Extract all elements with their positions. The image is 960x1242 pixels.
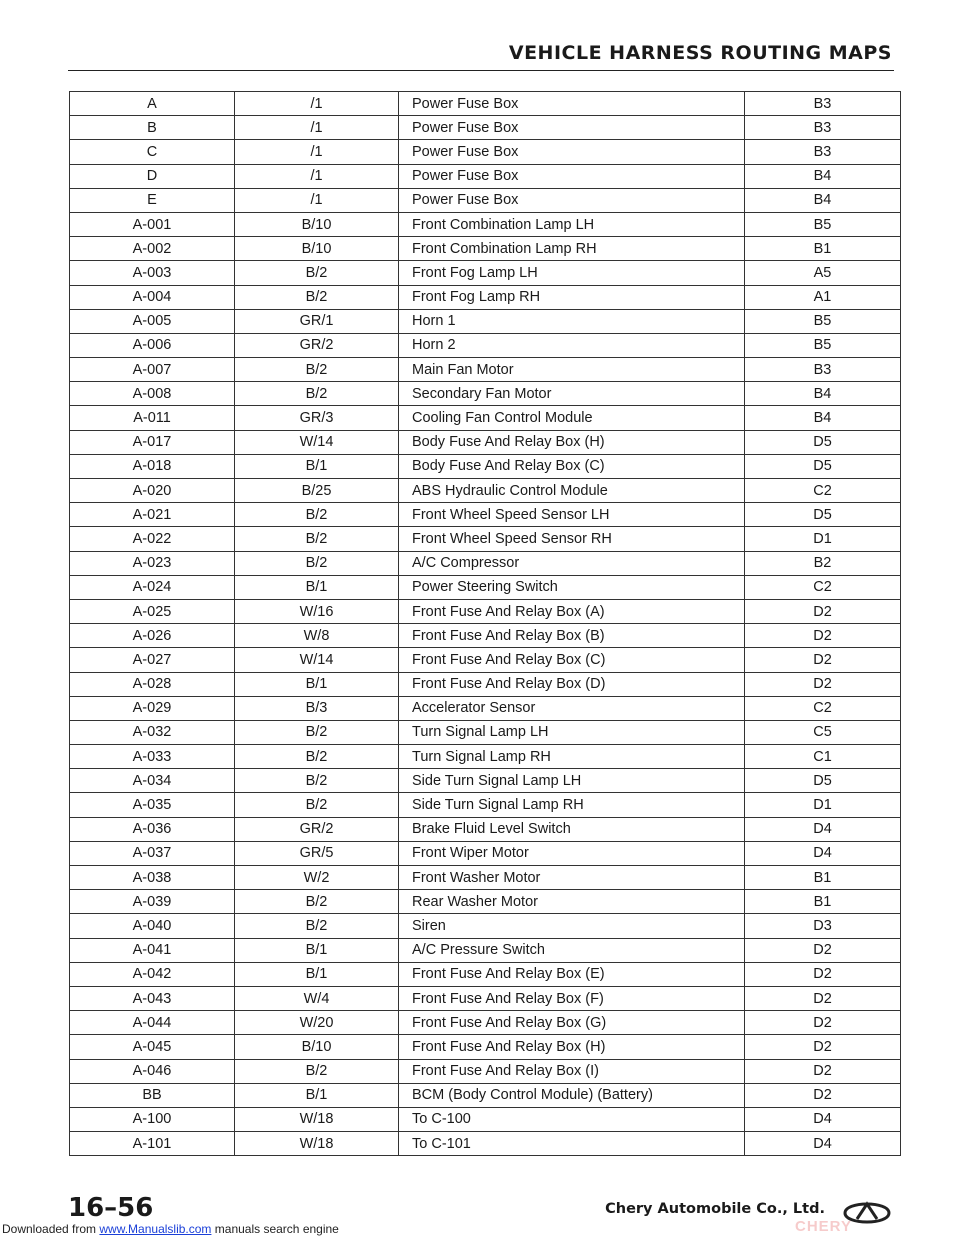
connector-code-cell: A-032 [70,720,235,744]
connector-code-cell: A-035 [70,793,235,817]
wire-spec-cell: B/10 [235,1035,399,1059]
component-name-cell: Cooling Fan Control Module [399,406,745,430]
wire-spec-cell: B/3 [235,696,399,720]
component-name-cell: Power Fuse Box [399,116,745,140]
grid-location-cell: D2 [745,938,901,962]
grid-location-cell: B1 [745,890,901,914]
connector-code-cell: A-039 [70,890,235,914]
component-name-cell: BCM (Body Control Module) (Battery) [399,1083,745,1107]
connector-code-cell: A-045 [70,1035,235,1059]
component-name-cell: Front Fuse And Relay Box (A) [399,599,745,623]
component-name-cell: Power Fuse Box [399,188,745,212]
grid-location-cell: D2 [745,1059,901,1083]
grid-location-cell: D2 [745,599,901,623]
connector-code-cell: A-020 [70,479,235,503]
wire-spec-cell: B/2 [235,261,399,285]
component-name-cell: Horn 2 [399,333,745,357]
grid-location-cell: B3 [745,140,901,164]
grid-location-cell: B4 [745,164,901,188]
wire-spec-cell: W/18 [235,1107,399,1131]
table-row [70,890,901,914]
grid-location-cell: D4 [745,1107,901,1131]
page-title: VEHICLE HARNESS ROUTING MAPS [508,42,892,64]
grid-location-cell: B2 [745,551,901,575]
connector-code-cell: A-001 [70,212,235,236]
grid-location-cell: B3 [745,358,901,382]
wire-spec-cell: /1 [235,164,399,188]
component-name-cell: Body Fuse And Relay Box (H) [399,430,745,454]
table-row [70,237,901,261]
table-row [70,261,901,285]
connector-code-cell: A-017 [70,430,235,454]
wire-spec-cell: B/2 [235,285,399,309]
table-row [70,720,901,744]
page-number: 16–56 [68,1193,154,1223]
wire-spec-cell: B/2 [235,745,399,769]
connector-code-cell: A-028 [70,672,235,696]
connector-code-cell: A-042 [70,962,235,986]
connector-code-cell: A-037 [70,841,235,865]
component-name-cell: Front Fog Lamp LH [399,261,745,285]
connector-code-cell: A-041 [70,938,235,962]
grid-location-cell: D5 [745,769,901,793]
connector-code-cell: BB [70,1083,235,1107]
component-name-cell: A/C Compressor [399,551,745,575]
connector-code-cell: A-044 [70,1011,235,1035]
connector-code-cell: A-004 [70,285,235,309]
connector-code-cell: A-038 [70,866,235,890]
wire-spec-cell: GR/3 [235,406,399,430]
grid-location-cell: D2 [745,648,901,672]
wire-spec-cell: W/16 [235,599,399,623]
grid-location-cell: D4 [745,841,901,865]
table-row [70,986,901,1010]
grid-location-cell: D4 [745,817,901,841]
component-name-cell: Secondary Fan Motor [399,382,745,406]
wire-spec-cell: /1 [235,92,399,116]
connector-code-cell: A-023 [70,551,235,575]
component-name-cell: Front Fuse And Relay Box (H) [399,1035,745,1059]
connector-code-cell: A-021 [70,503,235,527]
component-name-cell: Body Fuse And Relay Box (C) [399,454,745,478]
table-row [70,769,901,793]
wire-spec-cell: W/14 [235,648,399,672]
grid-location-cell: B4 [745,188,901,212]
table-row [70,140,901,164]
wire-spec-cell: B/2 [235,720,399,744]
component-name-cell: ABS Hydraulic Control Module [399,479,745,503]
component-name-cell: To C-100 [399,1107,745,1131]
table-row [70,164,901,188]
wire-spec-cell: B/2 [235,358,399,382]
connector-code-cell: A-011 [70,406,235,430]
table-row [70,551,901,575]
component-name-cell: To C-101 [399,1132,745,1156]
table-row [70,406,901,430]
connector-code-cell: A-036 [70,817,235,841]
component-name-cell: Siren [399,914,745,938]
connector-code-cell: A-029 [70,696,235,720]
table-row [70,575,901,599]
wire-spec-cell: B/1 [235,938,399,962]
connector-code-cell: A-006 [70,333,235,357]
table-row [70,1035,901,1059]
connector-code-cell: A-002 [70,237,235,261]
component-name-cell: Accelerator Sensor [399,696,745,720]
connector-code-cell: A-034 [70,769,235,793]
wire-spec-cell: B/2 [235,769,399,793]
connector-code-cell: A-018 [70,454,235,478]
wire-spec-cell: /1 [235,188,399,212]
connector-code-cell: A-101 [70,1132,235,1156]
grid-location-cell: D2 [745,1083,901,1107]
grid-location-cell: B1 [745,866,901,890]
table-row [70,430,901,454]
component-name-cell: Turn Signal Lamp RH [399,745,745,769]
wire-spec-cell: B/2 [235,503,399,527]
component-name-cell: Brake Fluid Level Switch [399,817,745,841]
wire-spec-cell: B/2 [235,382,399,406]
component-name-cell: Power Fuse Box [399,164,745,188]
manualslib-link[interactable]: www.Manualslib.com [99,1222,212,1236]
component-name-cell: Front Fuse And Relay Box (G) [399,1011,745,1035]
table-row [70,745,901,769]
connector-code-cell: A-026 [70,624,235,648]
wire-spec-cell: W/18 [235,1132,399,1156]
grid-location-cell: D2 [745,986,901,1010]
wire-spec-cell: B/1 [235,454,399,478]
connector-code-cell: A-024 [70,575,235,599]
grid-location-cell: B5 [745,333,901,357]
download-suffix: manuals search engine [211,1222,339,1236]
component-name-cell: Front Wheel Speed Sensor RH [399,527,745,551]
table-row [70,672,901,696]
component-name-cell: Power Fuse Box [399,92,745,116]
grid-location-cell: D1 [745,527,901,551]
wire-spec-cell: W/8 [235,624,399,648]
component-name-cell: Main Fan Motor [399,358,745,382]
table-row [70,116,901,140]
component-name-cell: Front Fuse And Relay Box (E) [399,962,745,986]
component-name-cell: Side Turn Signal Lamp RH [399,793,745,817]
grid-location-cell: B3 [745,116,901,140]
wire-spec-cell: W/2 [235,866,399,890]
connector-code-cell: A-022 [70,527,235,551]
connector-code-cell: A-008 [70,382,235,406]
header-divider [68,70,894,71]
component-name-cell: Horn 1 [399,309,745,333]
table-row [70,624,901,648]
wire-spec-cell: /1 [235,116,399,140]
download-prefix: Downloaded from [2,1222,100,1236]
component-name-cell: Rear Washer Motor [399,890,745,914]
table-row [70,92,901,116]
table-row [70,1011,901,1035]
wire-spec-cell: W/4 [235,986,399,1010]
table-row [70,1083,901,1107]
component-name-cell: Front Combination Lamp LH [399,212,745,236]
grid-location-cell: B5 [745,309,901,333]
connector-code-cell: A-005 [70,309,235,333]
grid-location-cell: A1 [745,285,901,309]
grid-location-cell: D2 [745,1011,901,1035]
wire-spec-cell: GR/1 [235,309,399,333]
grid-location-cell: C5 [745,720,901,744]
grid-location-cell: D5 [745,454,901,478]
connector-code-cell: A-027 [70,648,235,672]
connector-code-cell: A-040 [70,914,235,938]
table-row [70,914,901,938]
watermark: CHERY [795,1218,852,1235]
grid-location-cell: D1 [745,793,901,817]
component-name-cell: Front Fuse And Relay Box (I) [399,1059,745,1083]
component-name-cell: Front Wiper Motor [399,841,745,865]
grid-location-cell: B3 [745,92,901,116]
table-row [70,454,901,478]
table-row [70,333,901,357]
connector-code-cell: E [70,188,235,212]
component-name-cell: Power Steering Switch [399,575,745,599]
table-row [70,503,901,527]
grid-location-cell: D5 [745,430,901,454]
table-row [70,188,901,212]
table-row [70,793,901,817]
connector-code-cell: A-033 [70,745,235,769]
grid-location-cell: C2 [745,696,901,720]
connector-code-cell: A-046 [70,1059,235,1083]
wire-spec-cell: B/2 [235,914,399,938]
wire-spec-cell: GR/2 [235,333,399,357]
component-name-cell: Power Fuse Box [399,140,745,164]
wire-spec-cell: B/1 [235,1083,399,1107]
grid-location-cell: B5 [745,212,901,236]
component-name-cell: Front Washer Motor [399,866,745,890]
wire-spec-cell: GR/2 [235,817,399,841]
grid-location-cell: D4 [745,1132,901,1156]
connector-code-cell: A [70,92,235,116]
grid-location-cell: D3 [745,914,901,938]
grid-location-cell: D2 [745,1035,901,1059]
download-footer [2,1222,339,1236]
table-row [70,527,901,551]
connector-code-cell: A-043 [70,986,235,1010]
table-row [70,1107,901,1131]
grid-location-cell: B1 [745,237,901,261]
connector-code-cell: B [70,116,235,140]
connector-table-body [70,92,901,1156]
table-row [70,696,901,720]
component-name-cell: Front Fuse And Relay Box (B) [399,624,745,648]
component-name-cell: Front Fuse And Relay Box (C) [399,648,745,672]
component-name-cell: Turn Signal Lamp LH [399,720,745,744]
grid-location-cell: B4 [745,406,901,430]
grid-location-cell: B4 [745,382,901,406]
wire-spec-cell: B/1 [235,962,399,986]
wire-spec-cell: B/10 [235,212,399,236]
grid-location-cell: C1 [745,745,901,769]
grid-location-cell: D2 [745,962,901,986]
wire-spec-cell: B/1 [235,672,399,696]
component-name-cell: Side Turn Signal Lamp LH [399,769,745,793]
table-row [70,382,901,406]
connector-code-cell: C [70,140,235,164]
connector-code-cell: D [70,164,235,188]
table-row [70,938,901,962]
grid-location-cell: A5 [745,261,901,285]
wire-spec-cell: B/2 [235,793,399,817]
wire-spec-cell: B/10 [235,237,399,261]
connector-code-cell: A-007 [70,358,235,382]
table-row [70,1059,901,1083]
connector-table [69,91,901,1156]
table-row [70,358,901,382]
wire-spec-cell: B/2 [235,1059,399,1083]
wire-spec-cell: B/2 [235,527,399,551]
connector-code-cell: A-025 [70,599,235,623]
component-name-cell: Front Wheel Speed Sensor LH [399,503,745,527]
wire-spec-cell: W/20 [235,1011,399,1035]
table-row [70,866,901,890]
table-row [70,817,901,841]
table-row [70,479,901,503]
component-name-cell: Front Fuse And Relay Box (F) [399,986,745,1010]
component-name-cell: A/C Pressure Switch [399,938,745,962]
wire-spec-cell: W/14 [235,430,399,454]
grid-location-cell: D2 [745,672,901,696]
wire-spec-cell: B/2 [235,890,399,914]
component-name-cell: Front Fog Lamp RH [399,285,745,309]
component-name-cell: Front Fuse And Relay Box (D) [399,672,745,696]
table-row [70,285,901,309]
connector-code-cell: A-100 [70,1107,235,1131]
table-row [70,212,901,236]
grid-location-cell: D2 [745,624,901,648]
grid-location-cell: C2 [745,575,901,599]
table-row [70,962,901,986]
wire-spec-cell: /1 [235,140,399,164]
grid-location-cell: D5 [745,503,901,527]
wire-spec-cell: B/2 [235,551,399,575]
table-row [70,648,901,672]
component-name-cell: Front Combination Lamp RH [399,237,745,261]
company-name: Chery Automobile Co., Ltd. [605,1201,825,1217]
table-row [70,1132,901,1156]
table-row [70,309,901,333]
wire-spec-cell: B/25 [235,479,399,503]
wire-spec-cell: B/1 [235,575,399,599]
grid-location-cell: C2 [745,479,901,503]
table-row [70,599,901,623]
connector-code-cell: A-003 [70,261,235,285]
wire-spec-cell: GR/5 [235,841,399,865]
table-row [70,841,901,865]
